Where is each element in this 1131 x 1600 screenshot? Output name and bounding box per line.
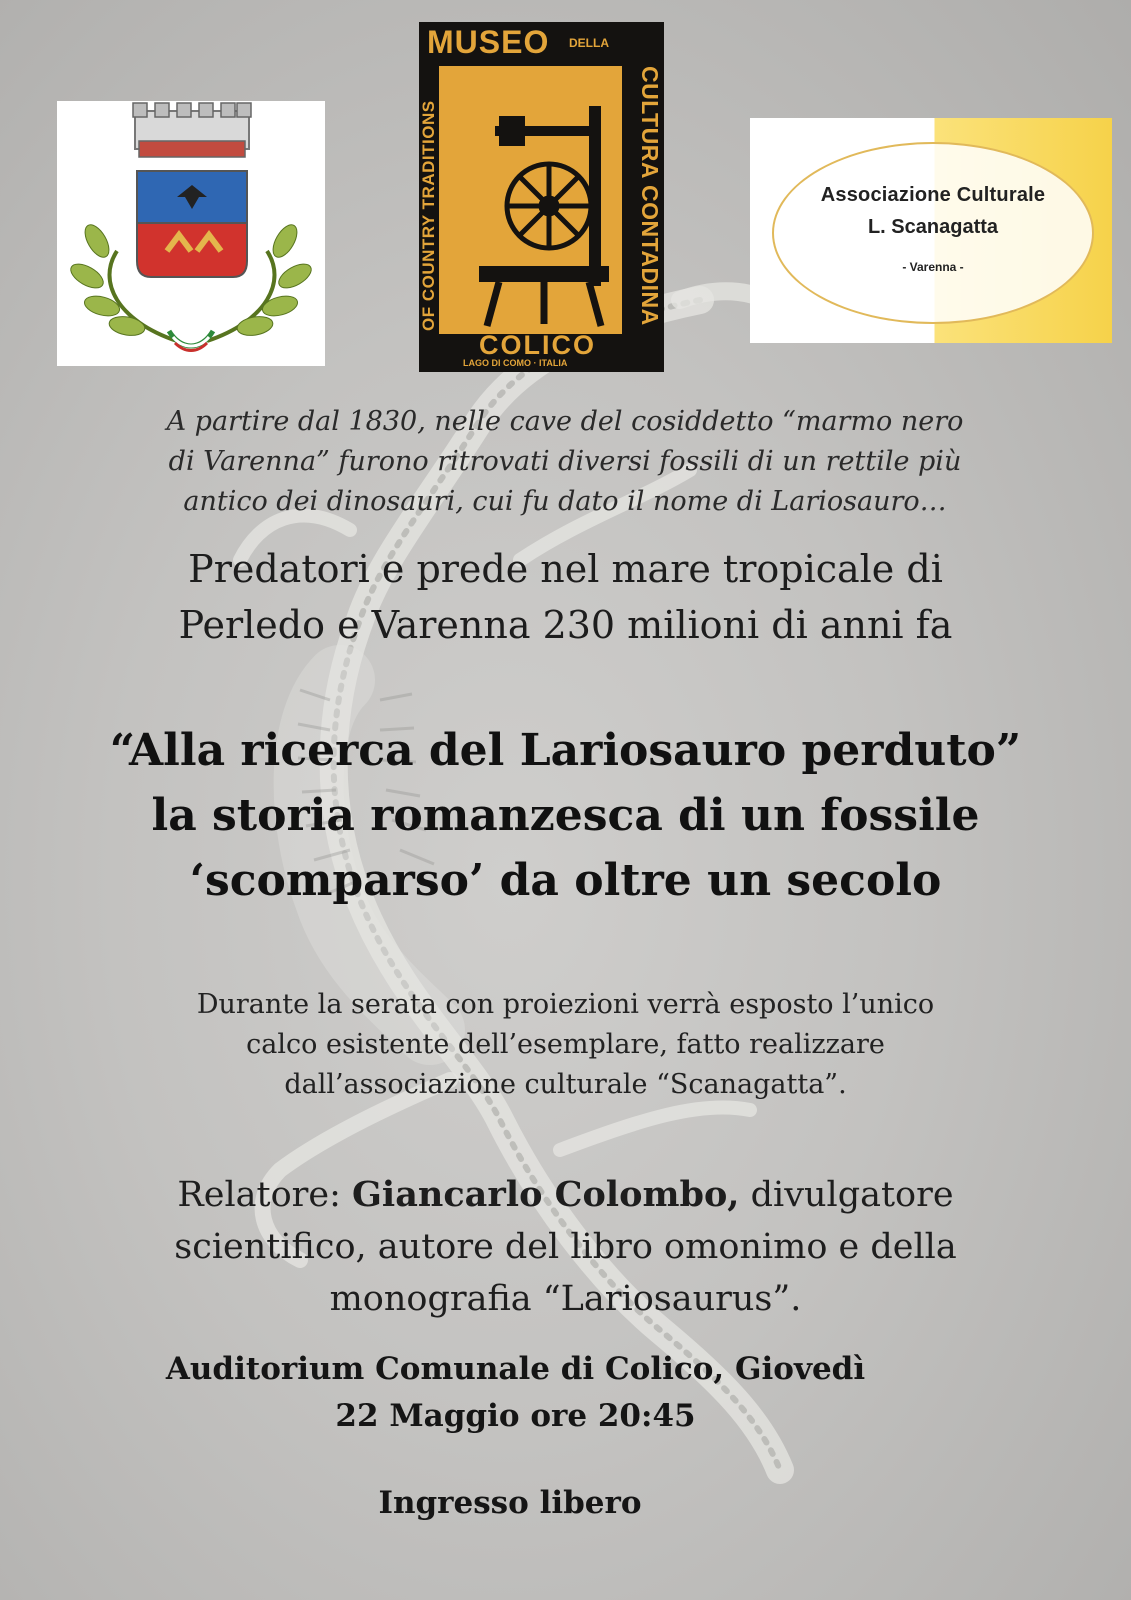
speaker-line bbox=[90, 1169, 1041, 1221]
museo-logo-top-text: MUSEO bbox=[427, 24, 550, 60]
intro-paragraph bbox=[90, 402, 1040, 522]
museo-cultura-contadina-logo bbox=[419, 22, 664, 372]
event-description bbox=[110, 985, 1021, 1105]
description-line: Durante la serata con proiezioni verrà esposto l’unico bbox=[196, 989, 935, 1020]
description-line: calco esistente dell’esemplare, fatto realizzare bbox=[246, 1029, 885, 1060]
description-line: dall’associazione culturale “Scanagatta”. bbox=[284, 1069, 847, 1100]
museo-logo-right-text: CULTURA CONTADINA bbox=[637, 66, 663, 326]
associazione-name-line2: L. Scanagatta bbox=[867, 216, 999, 238]
museo-logo-bottom-text: COLICO bbox=[479, 330, 596, 360]
intro-line: di Varenna” furono ritrovati diversi fossili di un rettile più bbox=[168, 446, 962, 477]
event-venue-datetime bbox=[80, 1346, 951, 1440]
museo-logo-della-text: DELLA bbox=[569, 36, 609, 50]
venue-line: Auditorium Comunale di Colico, Giovedì bbox=[165, 1351, 866, 1387]
title-line: la storia romanzesca di un fossile bbox=[151, 790, 980, 841]
associazione-culturale-logo bbox=[750, 118, 1112, 343]
associazione-name-line1: Associazione Culturale bbox=[820, 184, 1046, 206]
coat-of-arms-icon bbox=[57, 101, 325, 366]
museo-logo-left-text: OF COUNTRY TRADITIONS bbox=[419, 100, 438, 332]
event-title bbox=[20, 718, 1111, 913]
associazione-location: - Varenna - bbox=[902, 260, 964, 274]
subtitle-line: Perledo e Varenna 230 milioni di anni fa bbox=[178, 603, 953, 647]
datetime-line: 22 Maggio ore 20:45 bbox=[335, 1398, 696, 1434]
subtitle-line: Predatori e prede nel mare tropicale di bbox=[188, 547, 943, 591]
intro-line: A partire dal 1830, nelle cave del cosiddetto “marmo nero bbox=[166, 406, 964, 437]
museo-logo-bottom-small-text: LAGO DI COMO · ITALIA bbox=[463, 358, 568, 368]
free-entry-note: Ingresso libero bbox=[378, 1485, 642, 1521]
speaker-name: Giancarlo Colombo, bbox=[352, 1174, 740, 1215]
speaker-role: divulgatore bbox=[739, 1175, 954, 1215]
speaker-line: monografia “Lariosaurus”. bbox=[329, 1279, 802, 1319]
speaker-prefix: Relatore: bbox=[177, 1175, 353, 1215]
museo-logo-panel bbox=[439, 66, 622, 334]
spinning-wheel-icon bbox=[439, 66, 622, 334]
title-line: “Alla ricerca del Lariosauro perduto” bbox=[109, 725, 1022, 776]
associazione-logo-oval bbox=[772, 142, 1094, 324]
intro-line: antico dei dinosauri, cui fu dato il nome di Lariosauro… bbox=[183, 486, 947, 517]
comune-coat-of-arms-logo bbox=[57, 101, 325, 366]
event-subtitle bbox=[60, 541, 1071, 653]
speaker-line: scientifico, autore del libro omonimo e della bbox=[174, 1227, 957, 1267]
title-line: ‘scomparso’ da oltre un secolo bbox=[189, 855, 942, 906]
speaker-info bbox=[90, 1169, 1041, 1325]
